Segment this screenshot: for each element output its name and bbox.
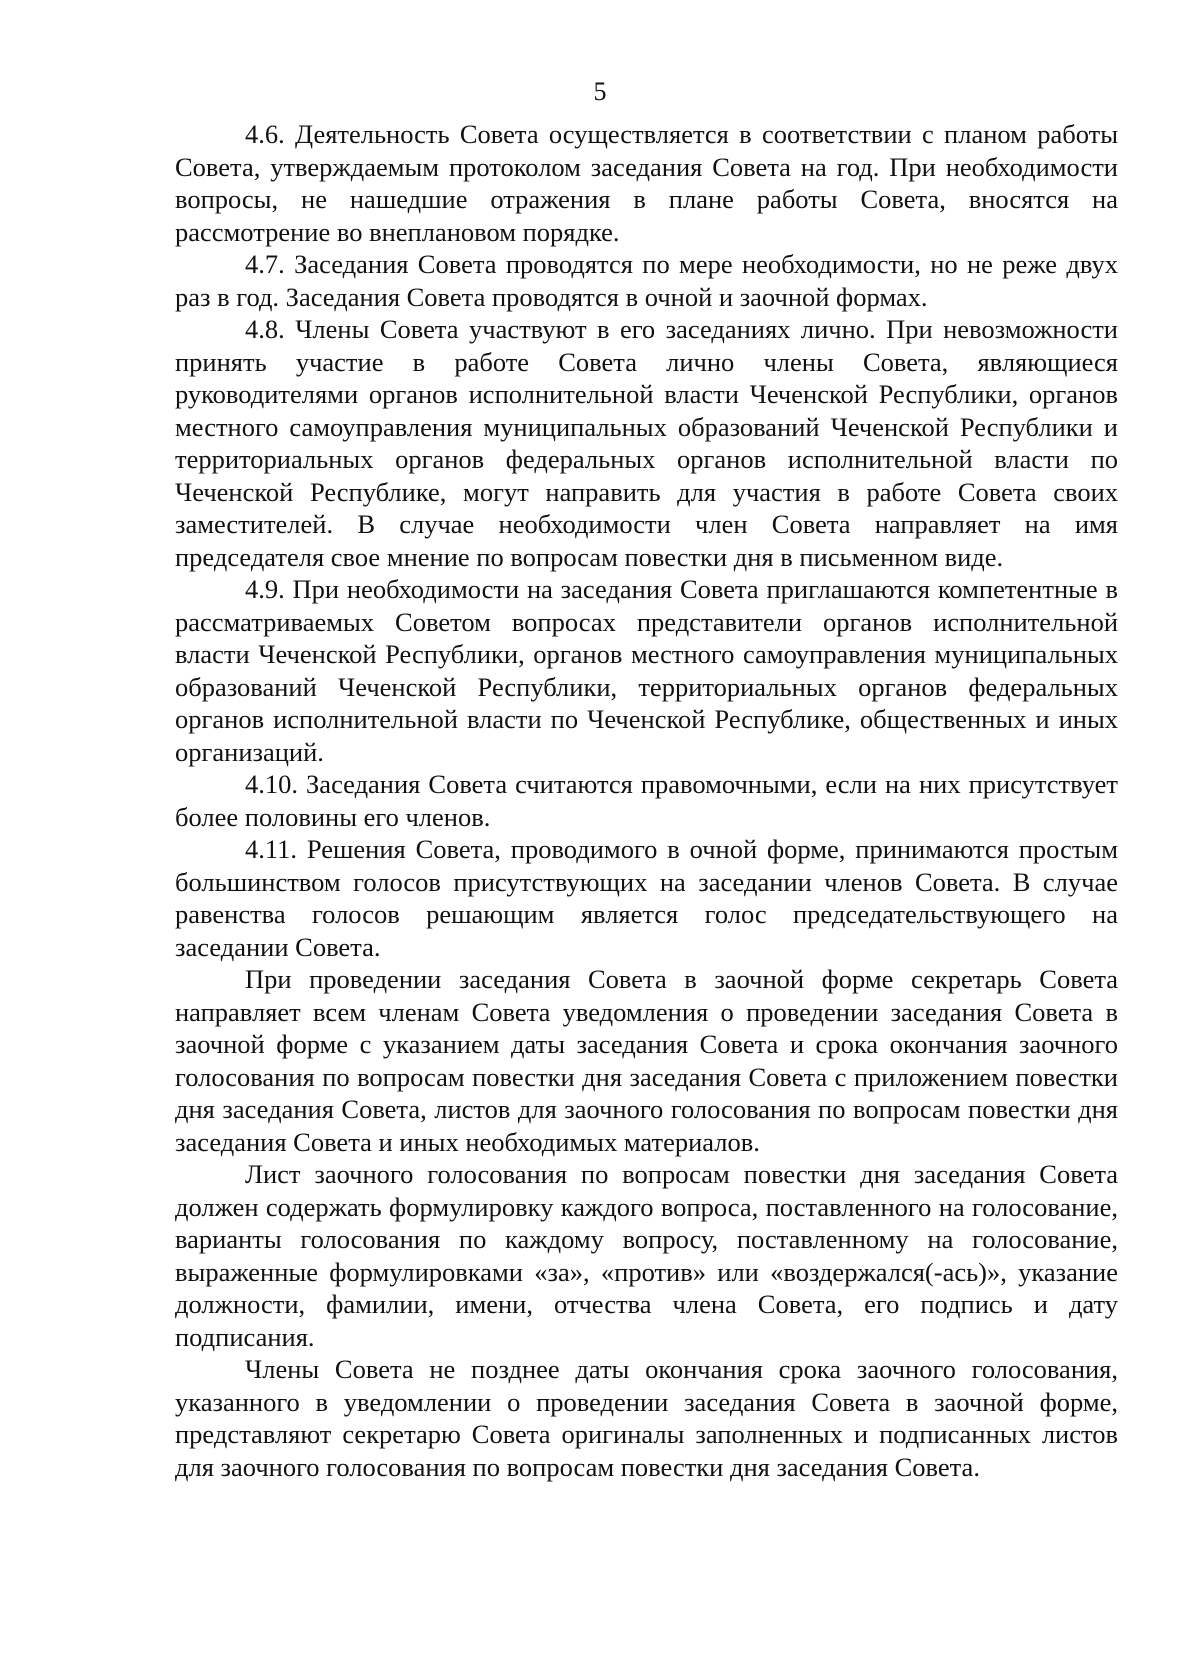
- paragraph-4-11: 4.11. Решения Совета, проводимого в очной форме, принимаются простым большинством голосов присутствующих на заседании членов Совета. В случае равенства голосов решающим является голос председательствующего на заседании Совета.: [175, 834, 1118, 962]
- paragraph-absentee-meeting: При проведении заседания Совета в заочной форме секретарь Совета направляет всем членам Совета уведомления о проведении заседания Совета в заочной форме с указанием даты заседания Совета и срока окончания заочного голосования по вопросам повестки дня заседания Совета с приложением повестки дня заседания Совета, листов для заочного голосования по вопросам повестки дня заседания Совета и иных необходимых материалов.: [175, 964, 1118, 1157]
- paragraph-4-8: 4.8. Члены Совета участвуют в его заседаниях лично. При невозможности принять участие в работе Совета лично члены Совета, являющиеся руководителями органов исполнительной власти Чеченской Республики, органов местного самоуправления муниципальных образований Чеченской Республики и территориальных органов федеральных органов исполнительной власти по Чеченской Республике, могут направить для участия в работе Совета своих заместителей. В случае необходимости член Совета направляет на имя председателя свое мнение по вопросам повестки дня в письменном виде.: [175, 314, 1118, 572]
- document-body: [175, 118, 1118, 1483]
- paragraph-4-6: 4.6. Деятельность Совета осуществляется в соответствии с планом работы Совета, утверждаемым протоколом заседания Совета на год. При необходимости вопросы, не нашедшие отражения в плане работы Совета, вносятся на рассмотрение во внеплановом порядке.: [175, 119, 1118, 247]
- paragraph-4-10: 4.10. Заседания Совета считаются правомочными, если на них присутствует более половины его членов.: [175, 769, 1118, 832]
- paragraph-4-9: 4.9. При необходимости на заседания Совета приглашаются компетентные в рассматриваемых Советом вопросах представители органов исполнительной власти Чеченской Республики, органов местного самоуправления муниципальных образований Чеченской Республики, территориальных органов федеральных органов исполнительной власти по Чеченской Республике, общественных и иных организаций.: [175, 574, 1118, 767]
- paragraph-members-submit: Члены Совета не позднее даты окончания срока заочного голосования, указанного в уведомлении о проведении заседания Совета в заочной форме, представляют секретарю Совета оригиналы заполненных и подписанных листов для заочного голосования по вопросам повестки дня заседания Совета.: [175, 1354, 1118, 1482]
- paragraph-voting-sheet: Лист заочного голосования по вопросам повестки дня заседания Совета должен содержать формулировку каждого вопроса, поставленного на голосование, варианты голосования по каждому вопросу, поставленному на голосование, выраженные формулировками «за», «против» или «воздержался(-ась)», указание должности, фамилии, имени, отчества члена Совета, его подпись и дату подписания.: [175, 1159, 1118, 1352]
- paragraph-4-7: 4.7. Заседания Совета проводятся по мере необходимости, но не реже двух раз в год. Заседания Совета проводятся в очной и заочной формах.: [175, 249, 1118, 312]
- page-number: 5: [593, 77, 607, 106]
